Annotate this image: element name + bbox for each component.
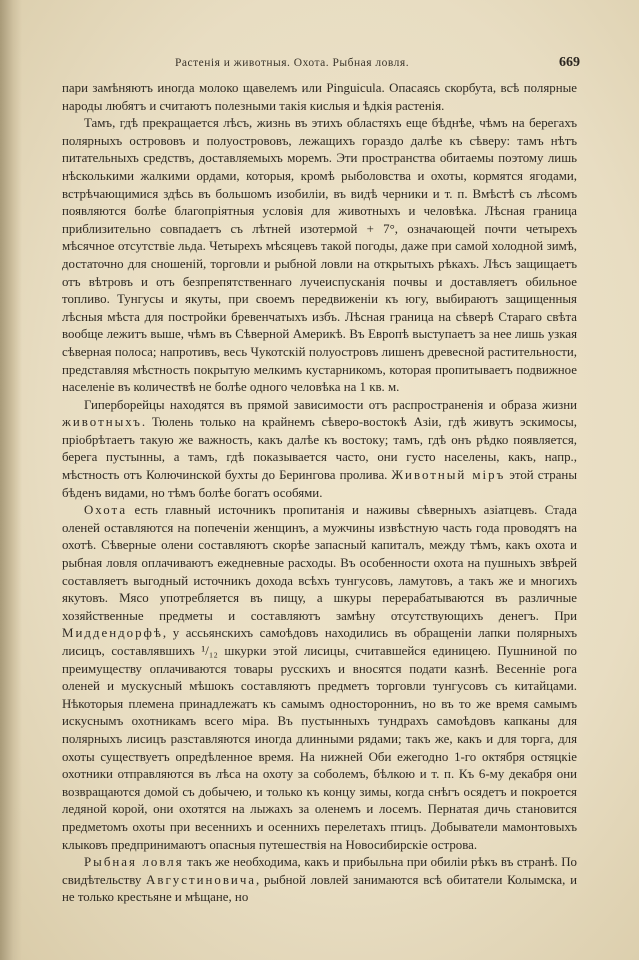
- paragraph-text: , у ассьянскихъ самоѣдовъ находились въ обращеніи лапки полярныхъ лисицъ, составлявшихъ ¹/₁₂ шкурки этой лисицы, считавшейся единицею. Пушниной по преимуществу оплачиваются товары русскихъ и вносятся подати казнѣ. Весенніе рога оленей и мускусный мѣшокъ составляютъ предметъ торговли тунгусовъ съ китайцами. Нѣкоторыя племена принадлежатъ къ самымъ односторонниъ, но въ то же время самымъ искуснымъ охотникамъ всего міра. Въ пустынныхъ тундрахъ самоѣдовъ капканы для полярныхъ лисицъ разставляются иногда длинными рядами; такъ же, какъ и для торга, для охоты существуетъ опредѣленное время. На нижней Оби ежегодно 1-го октября остяцкіе охотники отправляются въ лѣса на охоту за соболемъ, бѣлкою и т. п. Къ 6-му декабря они возвращаются домой съ добычею, и только къ концу зимы, когда снѣгъ осядетъ и покроется ледяной корой, они охотятся на лыжахъ за оленемъ и лосемъ. Пернатая дичь становится предметомъ охоты при весеннихъ и осеннихъ перелетахъ птицъ. Добыватели мамонтовыхъ клыковъ предпринимаютъ опасныя путешествія на Новосибирскіе острова.: [62, 626, 577, 852]
- spaced-emphasis: Рыбная ловля: [84, 855, 184, 870]
- paragraph-text: . Тюлень только на крайнемъ сѣверо-востокѣ Азіи, гдѣ живутъ эскимосы, пріобрѣтаетъ такую же важность, какъ далѣе къ востоку; тамъ, гдѣ онъ рѣдко появляется, берега пустынны, а тамъ, гдѣ показывается часто, они густо населены, какъ, напр., мѣстность отъ Колючинской бухты до Берингова пролива.: [62, 415, 577, 483]
- paragraph: [62, 80, 577, 115]
- running-title: Растенія и животныя. Охота. Рыбная ловля.: [175, 57, 410, 69]
- paragraph-text: , рыбной ловлей занимаются всѣ обитатели Колымска, и не только крестьяне и мѣщане, но: [62, 872, 577, 905]
- paragraph-text: пари замѣняютъ иногда молоко щавелемъ или Pinguicula. Опасаясь скорбута, всѣ полярные народы любятъ и считаютъ полезными такія кислыя и ѣдкія растенія.: [62, 81, 577, 113]
- body-text: [62, 80, 577, 907]
- spaced-emphasis: Миддендорфѣ: [62, 626, 163, 641]
- paragraph: [62, 854, 577, 907]
- page-spine-shadow: [0, 0, 22, 960]
- spaced-emphasis: животныхъ: [62, 415, 142, 430]
- page-header: [0, 57, 639, 73]
- paragraph-text: Гиперборейцы находятся въ прямой зависимости отъ распространенія и образа жизни: [84, 397, 577, 412]
- paragraph-text: Тамъ, гдѣ прекращается лѣсъ, жизнь въ этихъ областяхъ еще бѣднѣе, чѣмъ на берегахъ полярныхъ острововъ и полуострововъ, лежащихъ гораздо далѣе къ сѣверу: тамъ нѣтъ питательныхъ средствъ, доставляемыхъ моремъ. Эти пространства обитаемы поэтому лишь нѣсколькими жалкими ордами, которыя, кромѣ рыболовства и охоты, кормятся ягодами, встрѣчающимися здѣсь въ большомъ изобиліи, въ видѣ черники и т. п. Вмѣстѣ съ лѣсомъ появляются болѣе благопріятныя условія для животныхъ и человѣка. Лѣсная граница приблизительно совпадаетъ съ лѣтней изотермой + 7°, означающей почти четырехъ мѣсячное отсутствіе льда. Четырехъ мѣсяцевъ такой погоды, даже при самой холодной зимѣ, достаточно для сношеній, торговли и рыбной ловли на открытыхъ рѣкахъ. Лѣсъ защищаетъ отъ вѣтровъ и отъ безпрепятственнаго лучеиспусканія почвы и доставляетъ обильное топливо. Тунгусы и якуты, при своемъ передвиженіи къ югу, выбираютъ защищенныя лѣсныя мѣста для постройки бревенчатыхъ избъ. Лѣсная граница на сѣверѣ Стараго свѣта вообще лежитъ выше, чѣмъ въ Сѣверной Америкѣ. Въ Европѣ выступаетъ за нее лишь узкая сѣверная полоса; напротивъ, весь Чукотскій полуостровъ лишенъ древесной растительности, представляя мѣстность покрытую мелкимъ кустарникомъ, которая пропитываетъ подвижное населеніе въ количествѣ не болѣе одного человѣка на 1 кв. м.: [62, 116, 577, 395]
- paragraph: [62, 115, 577, 397]
- page-number: 669: [559, 55, 580, 70]
- spaced-emphasis: Охота: [84, 503, 128, 518]
- paragraph-text: такъ же необходима, какъ и прибыльна при обиліи рѣкъ въ странѣ. По свидѣтельству: [62, 855, 577, 887]
- paragraph-text: есть главный источникъ пропитанія и наживы сѣверныхъ азіатцевъ. Стада оленей оставляются на попеченіи женщинъ, а мужчины извѣстную часть года проводятъ на охотѣ. Сѣверные олени составляютъ скорѣе запасный капиталъ, между тѣмъ, какъ охота и рыбная ловля оплачиваютъ ежедневные расходы. Въ особенности охота на пушныхъ звѣрей составляетъ выгодный источникъ дохода всѣхъ тунгусовъ, ламутовъ, а такъ же и многихъ якутовъ. Мясо употребляется въ пищу, а шкуры перерабатываются въ различные хозяйственные предметы и составляютъ замѣну отсутствующихъ денегъ. При: [62, 503, 577, 623]
- spaced-emphasis: Животный міръ: [391, 468, 506, 483]
- paragraph: [62, 397, 577, 503]
- paragraph-text: этой страны бѣденъ видами, но тѣмъ болѣе богатъ особями.: [62, 468, 577, 500]
- spaced-emphasis: Августиновича: [146, 872, 257, 887]
- paragraph: [62, 502, 577, 854]
